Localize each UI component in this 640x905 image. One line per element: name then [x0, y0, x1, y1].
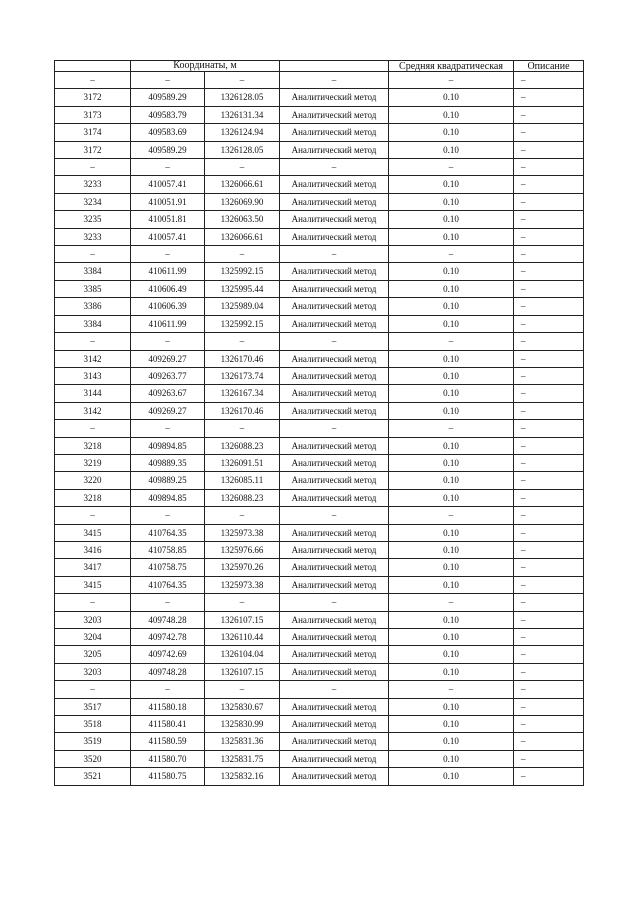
description-cell: – — [514, 663, 584, 680]
description-cell: – — [514, 594, 584, 611]
table-row — [55, 385, 584, 402]
method-cell: Аналитический метод — [280, 385, 389, 402]
method-cell: – — [280, 420, 389, 437]
method-cell: Аналитический метод — [280, 263, 389, 280]
point-number-cell: 3219 — [55, 454, 131, 471]
point-number-cell: 3233 — [55, 176, 131, 193]
mean-square-error-cell: 0.10 — [389, 576, 514, 593]
point-number-cell: 3172 — [55, 141, 131, 158]
table-row — [55, 716, 584, 733]
coord-x-cell: 410606.49 — [131, 280, 205, 297]
method-cell: Аналитический метод — [280, 106, 389, 123]
mean-square-error-cell: – — [389, 246, 514, 263]
coord-x-cell: 410758.75 — [131, 559, 205, 576]
mean-square-error-cell: – — [389, 159, 514, 176]
coord-x-cell: 409889.35 — [131, 454, 205, 471]
table-row — [55, 733, 584, 750]
method-cell: Аналитический метод — [280, 524, 389, 541]
coord-y-cell: 1325973.38 — [205, 524, 280, 541]
mean-square-error-cell: 0.10 — [389, 646, 514, 663]
table-row — [55, 298, 584, 315]
description-cell: – — [514, 541, 584, 558]
method-cell: – — [280, 507, 389, 524]
table-row — [55, 768, 584, 785]
coord-x-cell: 410606.39 — [131, 298, 205, 315]
point-number-cell: 3203 — [55, 611, 131, 628]
point-number-cell: 3518 — [55, 716, 131, 733]
mean-square-error-cell: 0.10 — [389, 211, 514, 228]
table-row — [55, 72, 584, 89]
description-cell: – — [514, 402, 584, 419]
table-row — [55, 246, 584, 263]
mean-square-error-cell: – — [389, 507, 514, 524]
table-row — [55, 159, 584, 176]
table-row — [55, 280, 584, 297]
coord-x-cell: – — [131, 507, 205, 524]
method-cell: Аналитический метод — [280, 124, 389, 141]
method-cell: Аналитический метод — [280, 193, 389, 210]
coord-x-cell: 409748.28 — [131, 663, 205, 680]
coord-y-cell: 1325995.44 — [205, 280, 280, 297]
coord-x-cell: 409742.78 — [131, 629, 205, 646]
point-number-cell: 3385 — [55, 280, 131, 297]
description-cell: – — [514, 89, 584, 106]
coord-x-cell: 410764.35 — [131, 576, 205, 593]
table-row — [55, 750, 584, 767]
mean-square-error-cell: 0.10 — [389, 350, 514, 367]
method-cell: Аналитический метод — [280, 489, 389, 506]
mean-square-error-cell: 0.10 — [389, 768, 514, 785]
coord-x-cell: – — [131, 420, 205, 437]
method-cell: Аналитический метод — [280, 768, 389, 785]
coord-y-cell: 1325832.16 — [205, 768, 280, 785]
description-cell: – — [514, 263, 584, 280]
coord-y-cell: 1326124.94 — [205, 124, 280, 141]
method-cell: – — [280, 72, 389, 89]
coord-y-cell: 1326128.05 — [205, 141, 280, 158]
description-cell: – — [514, 768, 584, 785]
point-number-cell: – — [55, 681, 131, 698]
coord-y-cell: – — [205, 333, 280, 350]
coord-x-cell: 409589.29 — [131, 141, 205, 158]
point-number-cell: 3220 — [55, 472, 131, 489]
mean-square-error-cell: 0.10 — [389, 559, 514, 576]
mean-square-error-cell: 0.10 — [389, 315, 514, 332]
coord-x-cell: 409269.27 — [131, 350, 205, 367]
table-body — [55, 61, 584, 786]
method-cell: Аналитический метод — [280, 298, 389, 315]
method-cell: Аналитический метод — [280, 315, 389, 332]
mean-square-error-cell: 0.10 — [389, 541, 514, 558]
description-cell: – — [514, 559, 584, 576]
mean-square-error-cell: 0.10 — [389, 733, 514, 750]
header-cell-number — [55, 61, 131, 72]
method-cell: Аналитический метод — [280, 663, 389, 680]
point-number-cell: 3384 — [55, 315, 131, 332]
mean-square-error-cell: 0.10 — [389, 402, 514, 419]
point-number-cell: 3521 — [55, 768, 131, 785]
method-cell: Аналитический метод — [280, 176, 389, 193]
coord-y-cell: 1326173.74 — [205, 367, 280, 384]
table-row — [55, 646, 584, 663]
point-number-cell: – — [55, 507, 131, 524]
coord-y-cell: 1325831.75 — [205, 750, 280, 767]
coord-y-cell: 1326085.11 — [205, 472, 280, 489]
description-cell: – — [514, 611, 584, 628]
description-cell: – — [514, 454, 584, 471]
description-cell: – — [514, 576, 584, 593]
coord-x-cell: 411580.75 — [131, 768, 205, 785]
method-cell: Аналитический метод — [280, 367, 389, 384]
method-cell: Аналитический метод — [280, 89, 389, 106]
coord-y-cell: 1325992.15 — [205, 263, 280, 280]
coord-x-cell: – — [131, 594, 205, 611]
description-cell: – — [514, 437, 584, 454]
method-cell: Аналитический метод — [280, 559, 389, 576]
point-number-cell: 3218 — [55, 437, 131, 454]
mean-square-error-cell: 0.10 — [389, 89, 514, 106]
table-row — [55, 333, 584, 350]
coord-x-cell: 409894.85 — [131, 437, 205, 454]
mean-square-error-cell: – — [389, 333, 514, 350]
mean-square-error-cell: 0.10 — [389, 141, 514, 158]
description-cell: – — [514, 106, 584, 123]
method-cell: – — [280, 594, 389, 611]
coord-y-cell: 1326088.23 — [205, 437, 280, 454]
coord-x-cell: 411580.18 — [131, 698, 205, 715]
table-row — [55, 315, 584, 332]
coord-x-cell: 409583.69 — [131, 124, 205, 141]
coord-x-cell: 410611.99 — [131, 315, 205, 332]
method-cell: Аналитический метод — [280, 280, 389, 297]
table-row — [55, 507, 584, 524]
description-cell: – — [514, 124, 584, 141]
description-cell: – — [514, 507, 584, 524]
description-cell: – — [514, 716, 584, 733]
method-cell: – — [280, 333, 389, 350]
mean-square-error-cell: 0.10 — [389, 716, 514, 733]
table-row — [55, 211, 584, 228]
point-number-cell: 3417 — [55, 559, 131, 576]
description-cell: – — [514, 629, 584, 646]
coord-x-cell: 409263.77 — [131, 367, 205, 384]
mean-square-error-cell: – — [389, 420, 514, 437]
table-row — [55, 124, 584, 141]
point-number-cell: – — [55, 333, 131, 350]
mean-square-error-cell: – — [389, 681, 514, 698]
coord-x-cell: 410057.41 — [131, 228, 205, 245]
point-number-cell: 3384 — [55, 263, 131, 280]
table-row — [55, 594, 584, 611]
point-number-cell: – — [55, 246, 131, 263]
header-cell-method — [280, 61, 389, 72]
description-cell: – — [514, 350, 584, 367]
mean-square-error-cell: 0.10 — [389, 228, 514, 245]
mean-square-error-cell: – — [389, 72, 514, 89]
coord-x-cell: – — [131, 333, 205, 350]
coord-y-cell: 1325992.15 — [205, 315, 280, 332]
coord-y-cell: – — [205, 159, 280, 176]
description-cell: – — [514, 489, 584, 506]
mean-square-error-cell: 0.10 — [389, 629, 514, 646]
method-cell: – — [280, 159, 389, 176]
table-row — [55, 402, 584, 419]
mean-square-error-cell: 0.10 — [389, 280, 514, 297]
table-row — [55, 106, 584, 123]
coord-y-cell: – — [205, 681, 280, 698]
mean-square-error-cell: 0.10 — [389, 698, 514, 715]
table-row — [55, 454, 584, 471]
coord-x-cell: 410051.91 — [131, 193, 205, 210]
coord-x-cell: 409894.85 — [131, 489, 205, 506]
description-cell: – — [514, 472, 584, 489]
coord-x-cell: 410057.41 — [131, 176, 205, 193]
point-number-cell: 3173 — [55, 106, 131, 123]
method-cell: Аналитический метод — [280, 698, 389, 715]
point-number-cell: 3144 — [55, 385, 131, 402]
point-number-cell: 3174 — [55, 124, 131, 141]
coord-x-cell: 410611.99 — [131, 263, 205, 280]
coord-x-cell: 409269.27 — [131, 402, 205, 419]
method-cell: Аналитический метод — [280, 454, 389, 471]
coord-y-cell: 1326104.04 — [205, 646, 280, 663]
method-cell: Аналитический метод — [280, 541, 389, 558]
mean-square-error-cell: – — [389, 594, 514, 611]
coord-y-cell: 1326131.34 — [205, 106, 280, 123]
description-cell: – — [514, 193, 584, 210]
coord-y-cell: 1326091.51 — [205, 454, 280, 471]
method-cell: Аналитический метод — [280, 750, 389, 767]
table-row — [55, 524, 584, 541]
mean-square-error-cell: 0.10 — [389, 524, 514, 541]
header-coords: Координаты, м — [131, 61, 280, 72]
method-cell: Аналитический метод — [280, 141, 389, 158]
coord-y-cell: 1326170.46 — [205, 402, 280, 419]
method-cell: Аналитический метод — [280, 472, 389, 489]
coord-y-cell: – — [205, 507, 280, 524]
point-number-cell: 3415 — [55, 524, 131, 541]
coord-y-cell: 1325970.26 — [205, 559, 280, 576]
mean-square-error-cell: 0.10 — [389, 663, 514, 680]
point-number-cell: – — [55, 594, 131, 611]
description-cell: – — [514, 298, 584, 315]
header-description: Описание — [514, 61, 584, 72]
description-cell: – — [514, 228, 584, 245]
description-cell: – — [514, 646, 584, 663]
description-cell: – — [514, 385, 584, 402]
coord-x-cell: 409583.79 — [131, 106, 205, 123]
coord-x-cell: – — [131, 72, 205, 89]
table-row — [55, 420, 584, 437]
table-row — [55, 89, 584, 106]
point-number-cell: – — [55, 159, 131, 176]
description-cell: – — [514, 141, 584, 158]
point-number-cell: 3415 — [55, 576, 131, 593]
coord-x-cell: 410758.85 — [131, 541, 205, 558]
mean-square-error-cell: 0.10 — [389, 472, 514, 489]
point-number-cell: 3142 — [55, 402, 131, 419]
method-cell: Аналитический метод — [280, 629, 389, 646]
coord-y-cell: 1325989.04 — [205, 298, 280, 315]
mean-square-error-cell: 0.10 — [389, 489, 514, 506]
coord-x-cell: 410051.81 — [131, 211, 205, 228]
table-row — [55, 367, 584, 384]
table-row — [55, 681, 584, 698]
point-number-cell: 3142 — [55, 350, 131, 367]
mean-square-error-cell: 0.10 — [389, 106, 514, 123]
coord-y-cell: – — [205, 246, 280, 263]
point-number-cell: 3517 — [55, 698, 131, 715]
description-cell: – — [514, 159, 584, 176]
point-number-cell: 3235 — [55, 211, 131, 228]
description-cell: – — [514, 176, 584, 193]
coord-y-cell: 1326170.46 — [205, 350, 280, 367]
coord-y-cell: 1326110.44 — [205, 629, 280, 646]
table-row — [55, 611, 584, 628]
coord-x-cell: 411580.70 — [131, 750, 205, 767]
description-cell: – — [514, 211, 584, 228]
coord-x-cell: – — [131, 246, 205, 263]
description-cell: – — [514, 280, 584, 297]
mean-square-error-cell: 0.10 — [389, 298, 514, 315]
point-number-cell: 3416 — [55, 541, 131, 558]
coord-y-cell: – — [205, 72, 280, 89]
description-cell: – — [514, 420, 584, 437]
point-number-cell: 3172 — [55, 89, 131, 106]
coord-x-cell: 409263.67 — [131, 385, 205, 402]
coord-y-cell: 1325973.38 — [205, 576, 280, 593]
table-header-row — [55, 61, 584, 72]
description-cell: – — [514, 72, 584, 89]
description-cell: – — [514, 698, 584, 715]
table-row — [55, 141, 584, 158]
point-number-cell: 3205 — [55, 646, 131, 663]
mean-square-error-cell: 0.10 — [389, 367, 514, 384]
coord-x-cell: 409889.25 — [131, 472, 205, 489]
table-row — [55, 437, 584, 454]
coord-x-cell: 411580.41 — [131, 716, 205, 733]
coord-y-cell: – — [205, 594, 280, 611]
coord-x-cell: – — [131, 159, 205, 176]
table-row — [55, 472, 584, 489]
table-row — [55, 629, 584, 646]
coord-x-cell: 409589.29 — [131, 89, 205, 106]
coord-y-cell: 1326066.61 — [205, 228, 280, 245]
point-number-cell: – — [55, 72, 131, 89]
table-row — [55, 559, 584, 576]
mean-square-error-cell: 0.10 — [389, 750, 514, 767]
description-cell: – — [514, 750, 584, 767]
method-cell: Аналитический метод — [280, 716, 389, 733]
point-number-cell: 3386 — [55, 298, 131, 315]
point-number-cell: 3520 — [55, 750, 131, 767]
mean-square-error-cell: 0.10 — [389, 193, 514, 210]
mean-square-error-cell: 0.10 — [389, 385, 514, 402]
mean-square-error-cell: 0.10 — [389, 124, 514, 141]
table-row — [55, 228, 584, 245]
coord-y-cell: 1325830.99 — [205, 716, 280, 733]
coord-y-cell: 1326066.61 — [205, 176, 280, 193]
mean-square-error-cell: 0.10 — [389, 437, 514, 454]
table-row — [55, 698, 584, 715]
method-cell: Аналитический метод — [280, 646, 389, 663]
method-cell: – — [280, 681, 389, 698]
method-cell: Аналитический метод — [280, 576, 389, 593]
point-number-cell: 3233 — [55, 228, 131, 245]
method-cell: Аналитический метод — [280, 733, 389, 750]
coord-y-cell: 1326088.23 — [205, 489, 280, 506]
method-cell: Аналитический метод — [280, 211, 389, 228]
mean-square-error-cell: 0.10 — [389, 263, 514, 280]
point-number-cell: 3519 — [55, 733, 131, 750]
coord-y-cell: 1326167.34 — [205, 385, 280, 402]
coord-y-cell: 1325976.66 — [205, 541, 280, 558]
table-row — [55, 576, 584, 593]
coord-y-cell: 1326069.90 — [205, 193, 280, 210]
method-cell: Аналитический метод — [280, 611, 389, 628]
table-row — [55, 663, 584, 680]
point-number-cell: 3203 — [55, 663, 131, 680]
coordinates-table — [54, 60, 584, 786]
description-cell: – — [514, 333, 584, 350]
coord-y-cell: 1326128.05 — [205, 89, 280, 106]
method-cell: – — [280, 246, 389, 263]
method-cell: Аналитический метод — [280, 228, 389, 245]
table-row — [55, 176, 584, 193]
table-row — [55, 263, 584, 280]
description-cell: – — [514, 733, 584, 750]
description-cell: – — [514, 315, 584, 332]
coord-y-cell: – — [205, 420, 280, 437]
coord-y-cell: 1326107.15 — [205, 663, 280, 680]
description-cell: – — [514, 524, 584, 541]
method-cell: Аналитический метод — [280, 402, 389, 419]
point-number-cell: 3204 — [55, 629, 131, 646]
mean-square-error-cell: 0.10 — [389, 611, 514, 628]
table-row — [55, 350, 584, 367]
description-cell: – — [514, 246, 584, 263]
point-number-cell: 3234 — [55, 193, 131, 210]
coord-x-cell: 409742.69 — [131, 646, 205, 663]
mean-square-error-cell: 0.10 — [389, 454, 514, 471]
point-number-cell: 3143 — [55, 367, 131, 384]
coord-x-cell: – — [131, 681, 205, 698]
table-row — [55, 193, 584, 210]
point-number-cell: 3218 — [55, 489, 131, 506]
coord-y-cell: 1325830.67 — [205, 698, 280, 715]
description-cell: – — [514, 367, 584, 384]
coord-x-cell: 411580.59 — [131, 733, 205, 750]
mean-square-error-cell: 0.10 — [389, 176, 514, 193]
coord-y-cell: 1326063.50 — [205, 211, 280, 228]
method-cell: Аналитический метод — [280, 350, 389, 367]
table-row — [55, 541, 584, 558]
coord-x-cell: 410764.35 — [131, 524, 205, 541]
coord-y-cell: 1326107.15 — [205, 611, 280, 628]
description-cell: – — [514, 681, 584, 698]
table-row — [55, 489, 584, 506]
point-number-cell: – — [55, 420, 131, 437]
header-error: Средняя квадратическая — [389, 61, 514, 72]
coord-y-cell: 1325831.36 — [205, 733, 280, 750]
coord-x-cell: 409748.28 — [131, 611, 205, 628]
method-cell: Аналитический метод — [280, 437, 389, 454]
